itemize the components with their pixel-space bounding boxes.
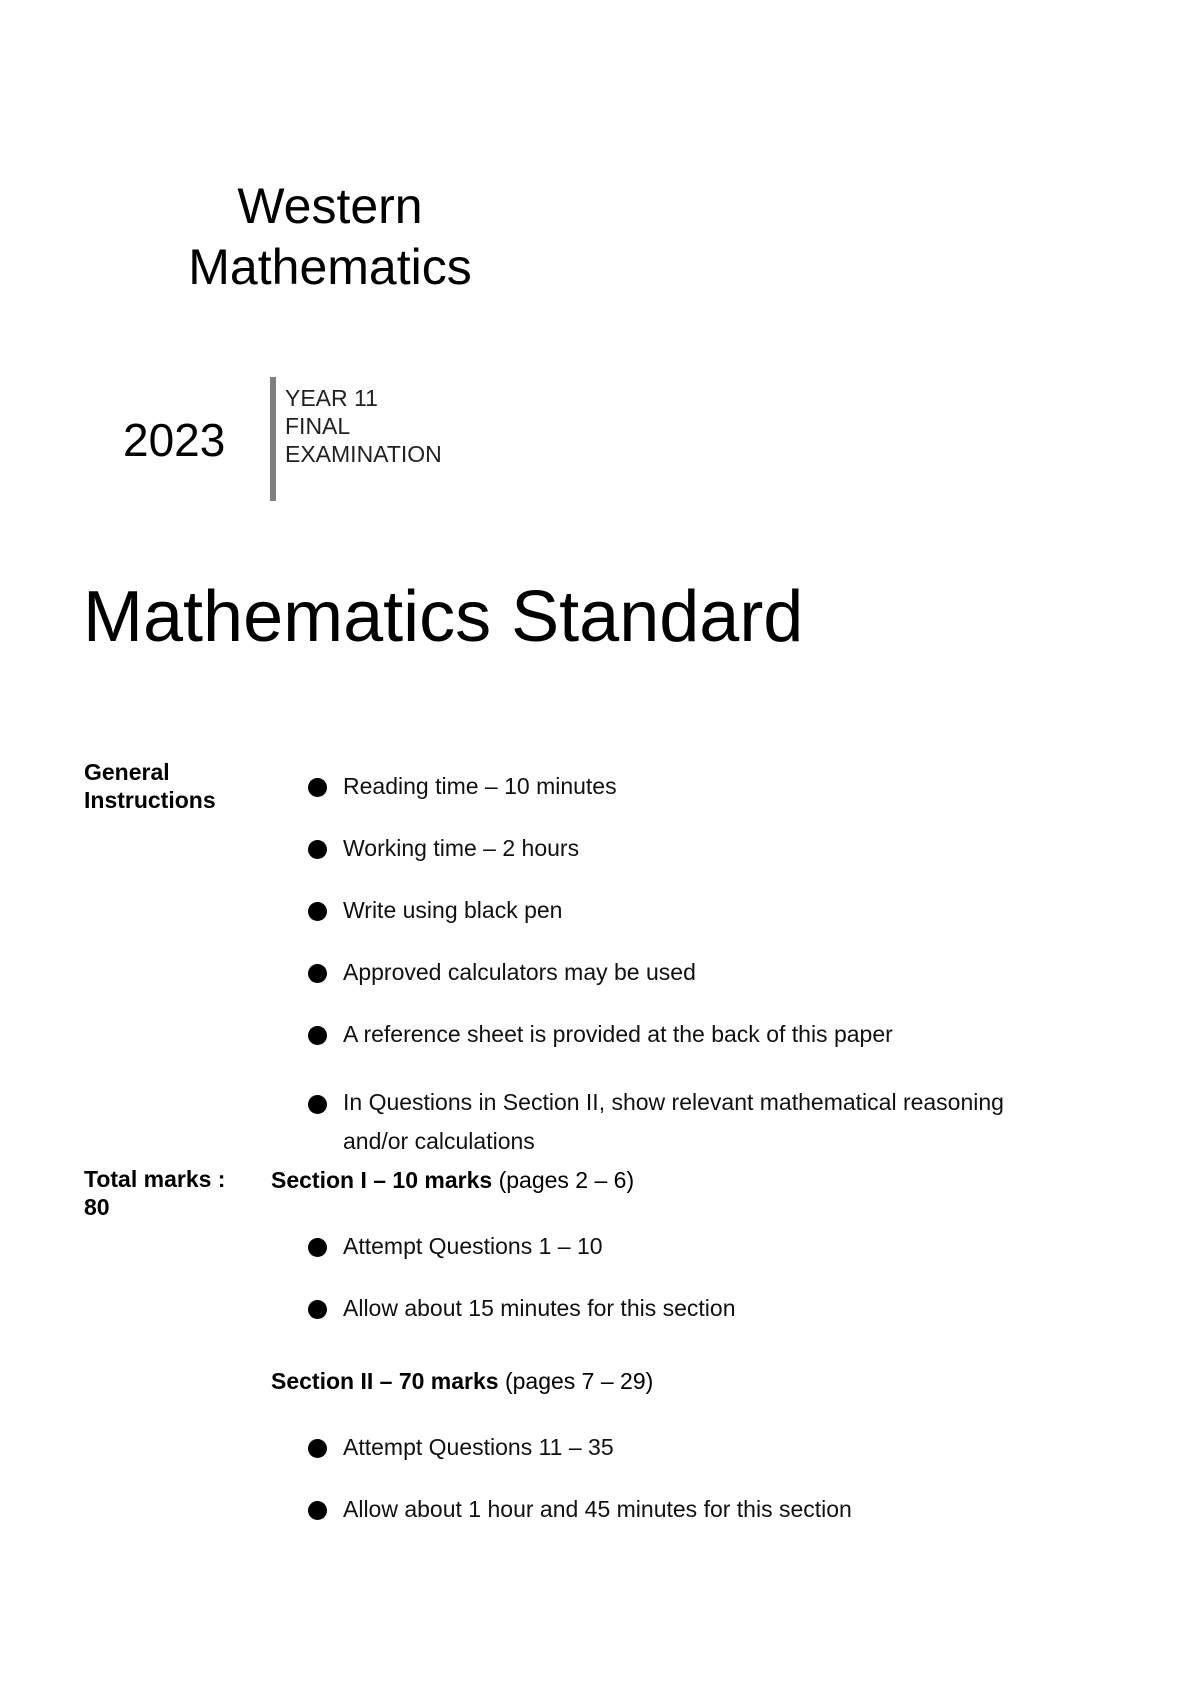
school-name-line-1: Western — [237, 178, 423, 234]
section-1-item-text: Allow about 15 minutes for this section — [343, 1295, 736, 1321]
total-marks-label-line-1: Total marks : — [84, 1166, 226, 1192]
section-2-item-text: Attempt Questions 11 – 35 — [343, 1434, 614, 1460]
exam-label-line-2: FINAL — [285, 413, 351, 439]
general-instructions-label — [84, 758, 216, 814]
exam-year: 2023 — [123, 414, 226, 466]
bullet-icon — [308, 1238, 327, 1257]
instruction-text: Reading time – 10 minutes — [343, 773, 617, 799]
section-1-heading — [271, 1164, 634, 1196]
instruction-text: Working time – 2 hours — [343, 835, 580, 861]
bullet-icon — [308, 902, 327, 921]
bullet-icon — [308, 1026, 327, 1045]
school-name-line-2: Mathematics — [188, 239, 472, 295]
section-1-pages: (pages 2 – 6) — [492, 1167, 635, 1193]
bullet-icon — [308, 1300, 327, 1319]
bullet-icon — [308, 964, 327, 983]
section-2-heading — [271, 1365, 653, 1397]
exam-label-line-1: YEAR 11 — [285, 385, 378, 411]
total-marks-value: 80 — [84, 1194, 110, 1220]
bullet-icon — [308, 778, 327, 797]
general-instructions-label-line-2: Instructions — [84, 787, 216, 813]
exam-label-line-3: EXAMINATION — [285, 441, 442, 467]
general-instructions-label-line-1: General — [84, 759, 170, 785]
school-name — [150, 176, 510, 298]
vertical-divider — [270, 377, 276, 501]
section-2-item-text: Allow about 1 hour and 45 minutes for this section — [343, 1496, 852, 1522]
bullet-icon — [308, 840, 327, 859]
section-2-title: Section II – 70 marks — [271, 1368, 499, 1394]
bullet-icon — [308, 1095, 327, 1114]
total-marks-label — [84, 1165, 225, 1221]
instruction-text: Write using black pen — [343, 897, 563, 923]
exam-label — [285, 384, 442, 468]
bullet-icon — [308, 1439, 327, 1458]
instruction-text: In Questions in Section II, show relevant mathematical reasoning and/or calculations — [343, 1089, 1004, 1154]
instruction-text: A reference sheet is provided at the back of this paper — [343, 1021, 893, 1047]
section-1-title: Section I – 10 marks — [271, 1167, 493, 1193]
section-2-pages: (pages 7 – 29) — [498, 1368, 654, 1394]
section-1-item-text: Attempt Questions 1 – 10 — [343, 1233, 603, 1259]
instruction-text: Approved calculators may be used — [343, 959, 696, 985]
bullet-icon — [308, 1501, 327, 1520]
paper-title: Mathematics Standard — [83, 577, 804, 657]
